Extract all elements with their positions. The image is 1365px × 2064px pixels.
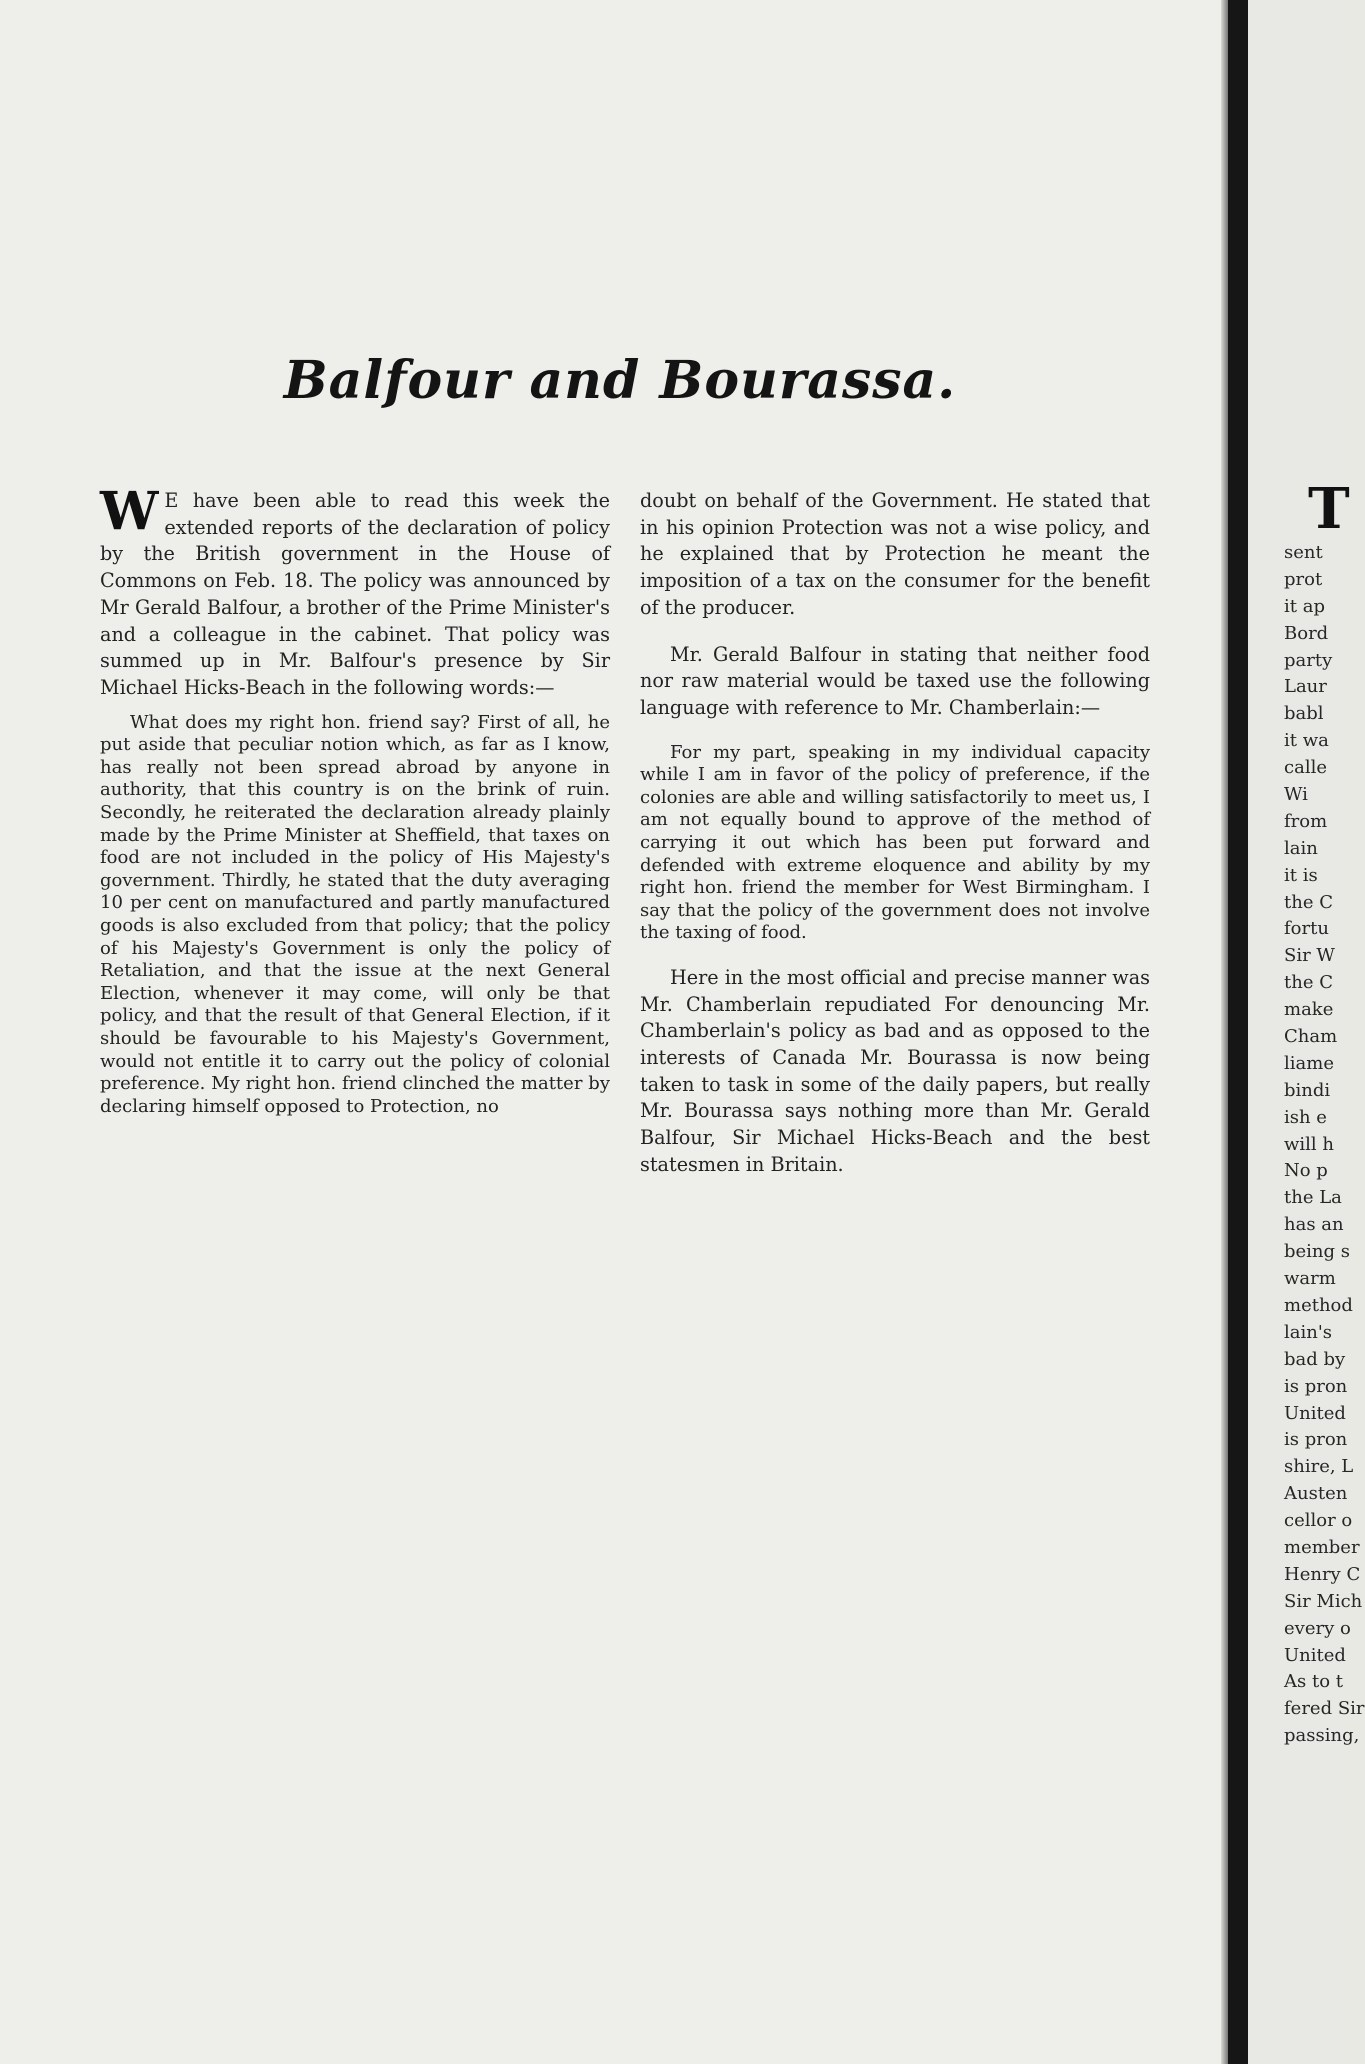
adjacent-page-line: Austen bbox=[1284, 1483, 1348, 1505]
adjacent-page-line: it ap bbox=[1284, 595, 1325, 617]
article-column-left bbox=[100, 481, 610, 1118]
adjacent-page-line: bindi bbox=[1284, 1079, 1331, 1101]
adjacent-page-line: calle bbox=[1284, 757, 1327, 779]
adjacent-page-line: bad by bbox=[1284, 1348, 1346, 1370]
adjacent-page-line: Henry C bbox=[1284, 1563, 1361, 1585]
quoted-speech: For my part, speaking in my individual capacity while I am in favor of the policy of preference, if the colonies are able and willing satisfactorily to meet us, I am not equally bound to approve of the method of carrying it out which has been put forward and defended with extreme eloquence and ability by my right hon. friend the member for West Birmingham. I say that the policy of the government does not involve the taxing of food. bbox=[640, 741, 1150, 944]
book-gutter bbox=[1228, 0, 1248, 2064]
adjacent-page-line: it wa bbox=[1284, 730, 1329, 752]
adjacent-page-line: every o bbox=[1284, 1617, 1351, 1639]
adjacent-page-line: shire, L bbox=[1284, 1456, 1354, 1478]
adjacent-page-line: will h bbox=[1284, 1133, 1334, 1155]
adjacent-page-line: sent bbox=[1284, 542, 1323, 563]
adjacent-page-line: lain bbox=[1284, 837, 1318, 859]
adjacent-page-line: prot bbox=[1284, 568, 1323, 590]
adjacent-page-line: lain's bbox=[1284, 1321, 1333, 1343]
adjacent-page-line: is pron bbox=[1284, 1429, 1348, 1451]
adjacent-page-line: babl bbox=[1284, 703, 1324, 725]
adjacent-page-line: Wi bbox=[1284, 784, 1308, 806]
adjacent-page-line: United bbox=[1284, 1402, 1346, 1424]
article-title: Balfour and Bourassa. bbox=[283, 350, 957, 411]
adjacent-page-line: Laur bbox=[1284, 676, 1327, 698]
adjacent-page-line: Cham bbox=[1284, 1026, 1338, 1048]
adjacent-page-line: is pron bbox=[1284, 1375, 1348, 1397]
adjacent-page-line: As to t bbox=[1284, 1671, 1343, 1693]
adjacent-page-line: it is bbox=[1284, 864, 1318, 886]
quoted-speech: What does my right hon. friend say? First of all, he put aside that peculiar notion which, as far as I know, has really not been spread abroad by anyone in authority, that this country is on the brink of ruin. Secondly, he reiterated the declaration already plainly made by the Prime Minister at Sheffield, that taxes on food are not included in the policy of His Majesty's government. Thirdly, he stated that the duty averaging 10 per cent on manufactured and partly manufactured goods is also excluded from that policy; that the policy of his Majesty's Government is only the policy of Retaliation, and that the issue at the next General Election, whenever it may come, will only be that policy, and that the result of that General Election, if it should be favourable to his Majesty's Government, would not entitle it to carry out the policy of colonial preference. My right hon. friend clinched the matter by declaring himself opposed to Protection, no bbox=[100, 711, 610, 1117]
adjacent-page-lines bbox=[1284, 540, 1364, 1750]
article-paragraph: doubt on behalf of the Government. He stated that in his opinion Protection was not a wise policy, and he explained that by Protection he meant the imposition of a tax on the consumer for the benefit of the producer. bbox=[640, 489, 1150, 619]
adjacent-page-line: the C bbox=[1284, 972, 1333, 994]
adjacent-page-line: from bbox=[1284, 810, 1328, 832]
adjacent-page-line: United bbox=[1284, 1644, 1346, 1666]
paragraph-text: E have been able to read this week the extended reports of the declaration of policy by the British government in the House of Commons on Feb. 18. The policy was announced by Mr Gerald Balfour, a brother of the Prime Minister's and a colleague in the cabinet. That policy was summed up in Mr. Balfour's presence by Sir Michael Hicks-Beach in the following words:— bbox=[100, 489, 610, 699]
adjacent-page-fragment bbox=[1248, 0, 1365, 2064]
adjacent-page-line: No p bbox=[1284, 1160, 1328, 1182]
page-edge-shadow bbox=[1221, 0, 1228, 2064]
adjacent-page-line: fered Sir bbox=[1284, 1698, 1365, 1720]
article-column-right bbox=[640, 488, 1150, 1179]
adjacent-page-line: warm bbox=[1284, 1268, 1336, 1290]
adjacent-page-line: party bbox=[1284, 649, 1333, 671]
adjacent-page-line: Sir Mich bbox=[1284, 1590, 1363, 1612]
adjacent-page-line: method bbox=[1284, 1294, 1353, 1316]
adjacent-page-line: being s bbox=[1284, 1241, 1351, 1263]
adjacent-page-line: ish e bbox=[1284, 1106, 1327, 1128]
article-paragraph: Mr. Gerald Balfour in stating that neither food nor raw material would be taxed use the following language with reference to Mr. Chamberlain:— bbox=[640, 642, 1150, 719]
article-paragraph bbox=[100, 481, 610, 702]
adjacent-page-line: Bord bbox=[1284, 622, 1329, 644]
adjacent-page-line: has an bbox=[1284, 1214, 1344, 1236]
adjacent-page-line: liame bbox=[1284, 1052, 1334, 1074]
adjacent-page-line: passing, bbox=[1284, 1725, 1360, 1747]
adjacent-page-line: cellor o bbox=[1284, 1510, 1353, 1532]
adjacent-page-line: fortu bbox=[1284, 918, 1329, 940]
adjacent-page-line: Sir W bbox=[1284, 945, 1335, 967]
adjacent-page-line: make bbox=[1284, 999, 1334, 1021]
adjacent-page-line: member bbox=[1284, 1536, 1360, 1558]
drop-cap: W bbox=[100, 481, 159, 542]
adjacent-page-initial: T bbox=[1308, 476, 1350, 542]
adjacent-page-line: the C bbox=[1284, 891, 1333, 913]
adjacent-page-line: the La bbox=[1284, 1187, 1342, 1209]
article-paragraph: Here in the most official and precise manner was Mr. Chamberlain repudiated For denouncing Mr. Chamberlain's policy as bad and as opposed to the interests of Canada Mr. Bourassa is now being taken to task in some of the daily papers, but really Mr. Bourassa says nothing more than Mr. Gerald Balfour, Sir Michael Hicks-Beach and the best statesmen in Britain. bbox=[640, 965, 1150, 1176]
